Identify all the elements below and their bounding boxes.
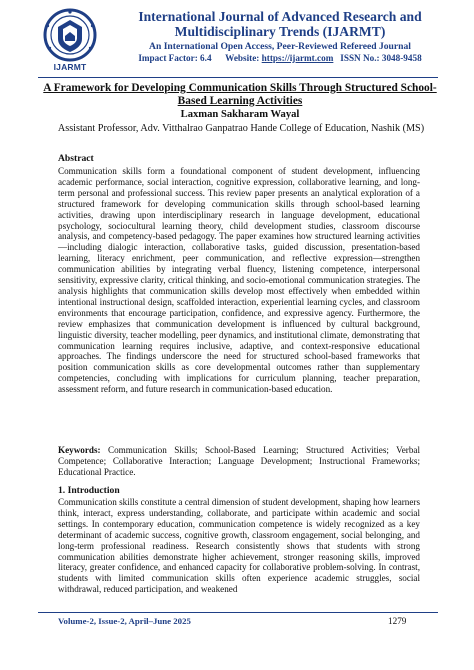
introduction-text: Communication skills constitute a central dimension of student development, shaping how learners think, interact, express understanding, collaborate, and participate within academic and social settings. In contemporary education, communication competence is widely recognized as a key determinant of academic success, cognitive growth, classroom engagement, social belonging, and long-term professional readiness. Research consistently shows that students with strong communication abilities demonstrate higher achievement, stronger reasoning skills, improved literacy, greater confidence, and enhanced capacity for collaborative problem-solving. In contrast, students with limited communication skills often experience academic struggles, social withdrawal, reduced participation, and weakened [58,497,420,595]
author-name: Laxman Sakharam Wayal [180,109,300,120]
keywords-text: Communication Skills; School-Based Learning; Structured Activities; Verbal Competence; Collaborative Interaction; Language Development; Instructional Frameworks; Educational Practice. [58,445,420,477]
journal-subtitle: An International Open Access, Peer-Reviewed Refereed Journal [149,41,411,52]
journal-seal-icon [38,8,102,62]
website-label: Website: [225,53,260,63]
keywords [58,445,420,478]
issn: ISSN No.: 3048-9458 [340,53,422,63]
journal-meta [110,53,450,64]
website-link[interactable]: https://ijarmt.com [261,53,334,63]
abstract-text: Communication skills form a foundational component of student development, influencing academic performance, social interaction, cognitive expression, collaborative learning, and long-term personal and professional success. This review paper presents an analytical exploration of a structured framework for developing communication skills through school-based learning activities, drawing upon interdisciplinary research in language development, educational psychology, sociocultural learning theory, child development studies, classroom discourse analysis, and competency-based pedagogy. The paper examines how structured learning activities—including dialogic interaction, collaborative tasks, guided discussion, presentation-based learning, literacy enrichment, peer communication, and reflective expression—strengthen communication abilities by integrating verbal fluency, listening competence, interpersonal sensitivity, expressive clarity, critical thinking, and socio-emotional communication strategies. The analysis highlights that communication skills develop most effectively when embedded within intentional instructional design, scaffolded interaction, experiential learning cycles, and classroom environments that encourage participation, confidence, and expressive agency. Furthermore, the review emphasizes that communication development is influenced by cultural background, linguistic diversity, teacher modelling, peer dynamics, and institutional climate, demonstrating that communication learning requires inclusive, adaptive, and context-responsive educational approaches. The findings underscore the need for structured school-based frameworks that position communication skills as core developmental outcomes rather than supplementary competencies, concluding with implications for curriculum planning, teacher preparation, assessment reform, and future research in communication-based education. [58,166,420,395]
page-number: 1279 [388,616,407,626]
journal-title: International Journal of Advanced Research and Multidisciplinary Trends (IJARMT) [138,9,422,39]
footer-divider [38,612,438,613]
introduction-heading: 1. Introduction [58,485,120,496]
header-divider [38,77,438,78]
keywords-label: Keywords: [58,445,101,455]
abstract-heading: Abstract [58,153,94,164]
paper-title: A Framework for Developing Communication Skills Through Structured School-Based Learning Activities [43,82,437,107]
logo-text: IJARMT [53,62,87,72]
author-affiliation: Assistant Professor, Adv. Vitthalrao Ganpatrao Hande College of Education, Nashik (MS) [57,123,425,134]
journal-logo [38,8,102,74]
impact-factor: Impact Factor: 6.4 [138,53,212,63]
footer-issue: Volume-2, Issue-2, April–June 2025 [58,616,191,626]
journal-header [38,8,458,74]
